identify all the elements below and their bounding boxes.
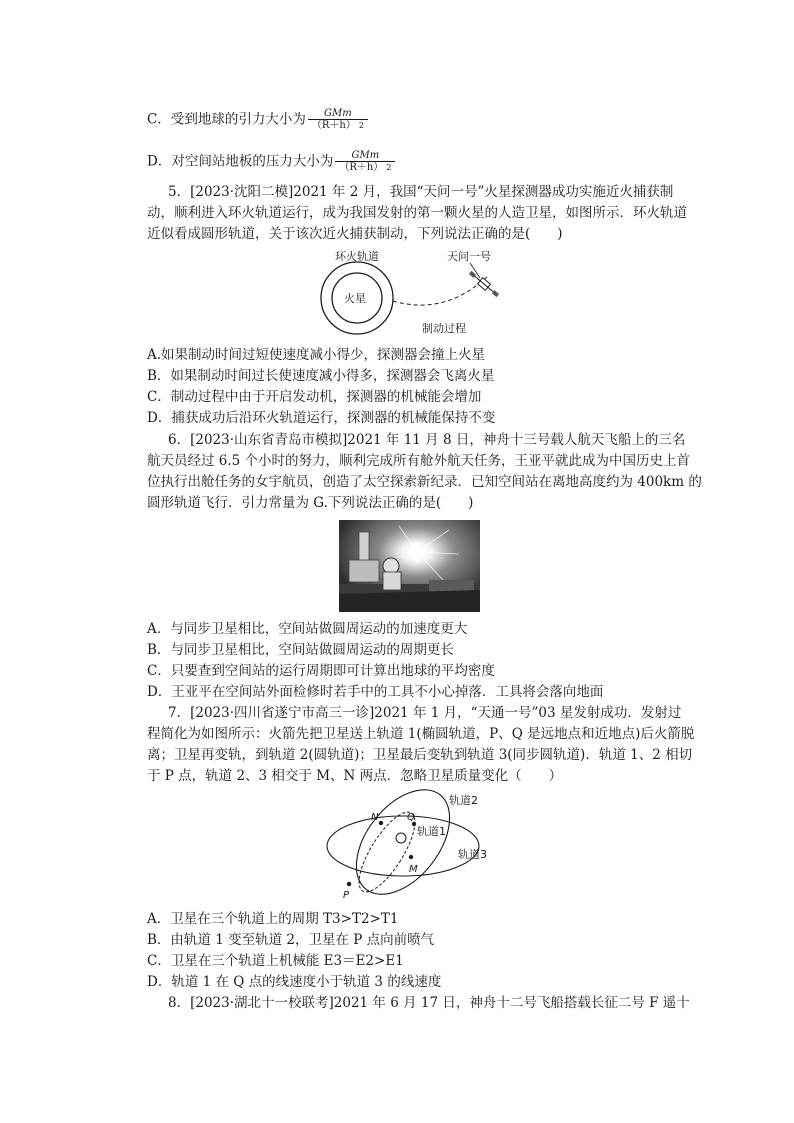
mars-label: 火星 xyxy=(344,292,366,305)
spacewalk-photo xyxy=(339,520,480,612)
q4-option-d-fraction xyxy=(335,150,395,174)
q4-option-c xyxy=(147,108,368,132)
q4-option-c-fraction xyxy=(308,108,368,132)
point-n-label: N xyxy=(371,812,379,823)
point-m-dot xyxy=(409,855,413,859)
q6-option-d: D．王亚平在空间站外面检修时若手中的工具不小心掉落．工具将会落向地面 xyxy=(147,684,604,700)
fraction-numerator: GMm xyxy=(324,108,352,119)
probe-icon xyxy=(468,269,501,298)
fraction-denominator xyxy=(335,161,395,174)
exponent: 2 xyxy=(358,121,364,130)
braking-trajectory xyxy=(393,276,488,305)
q6-stem-line-2: 航天员经过 6.5 个小时的努力，顺利完成所有舱外航天任务，王亚平就此成为中国历史上首 xyxy=(147,453,691,469)
q8-stem-line-1: 8．[2023·湖北十一校联考]2021 年 6 月 17 日，神舟十二号飞船搭载长征二号 F 遥十 xyxy=(168,995,690,1011)
denominator-text: （R＋h） xyxy=(311,120,356,131)
braking-label: 制动过程 xyxy=(422,322,466,335)
q6-stem-line-4: 圆形轨道飞行．引力常量为 G.下列说法正确的是( ) xyxy=(147,495,474,511)
q5-stem-line-1: 5．[2023·沈阳二模]2021 年 2 月，我国“天问一号”火星探测器成功实施近火捕获制 xyxy=(168,184,674,200)
orbit-label: 环火轨道 xyxy=(335,250,379,263)
q7-option-d: D．轨道 1 在 Q 点的线速度小于轨道 3 的线速度 xyxy=(147,974,442,990)
q5-option-d: D．捕获成功后沿环火轨道运行，探测器的机械能保持不变 xyxy=(147,410,496,426)
q5-stem-line-2: 动，顺利进入环火轨道运行，成为我国发射的第一颗火星的人造卫星，如图所示．环火轨道 xyxy=(147,205,687,221)
denominator-text: （R＋h） xyxy=(339,162,384,173)
q5-option-c: C．制动过程中由于开启发动机，探测器的机械能会增加 xyxy=(147,389,482,405)
fraction-numerator: GMm xyxy=(351,150,380,161)
q5-option-a: A.如果制动时间过短使速度减小得少，探测器会撞上火星 xyxy=(147,347,486,363)
q7-stem-line-2: 程简化为如图所示：火箭先把卫星送上轨道 1(椭圆轨道，P、Q 是远地点和近地点)后火箭脱 xyxy=(147,726,695,742)
point-p-dot xyxy=(347,882,351,886)
q5-stem-line-3: 近似看成圆形轨道，关于该次近火捕获制动，下列说法正确的是( ) xyxy=(147,226,563,242)
exponent: 2 xyxy=(386,163,392,172)
q4-option-d xyxy=(147,150,395,174)
orbit-3-ellipse xyxy=(327,816,479,876)
q6-option-c: C．只要查到空间站的运行周期即可计算出地球的平均密度 xyxy=(147,663,495,679)
q6-stem-line-3: 位执行出舱任务的女宇航员，创造了太空探索新纪录．已知空间站在离地高度约为 400km 的 xyxy=(147,474,702,490)
q6-stem-line-1: 6．[2023·山东省青岛市模拟]2021 年 11 月 8 日，神舟十三号载人航天飞船上的三名 xyxy=(168,432,686,448)
q7-option-b: B．由轨道 1 变至轨道 2，卫星在 P 点向前喷气 xyxy=(147,932,435,948)
q7-stem-line-3: 离；卫星再变轨，到轨道 2(圆轨道)；卫星最后变轨到轨道 3(同步圆轨道)．轨道 1、2 相切 xyxy=(147,747,693,763)
q7-option-a: A．卫星在三个轨道上的周期 T3>T2>T1 xyxy=(147,911,399,927)
q4-option-c-text: C．受到地球的引力大小为 xyxy=(147,111,306,128)
point-q-label: Q xyxy=(407,812,415,823)
fraction-denominator xyxy=(308,119,368,132)
q7-option-c: C．卫星在三个轨道上机械能 E3＝E2>E1 xyxy=(147,953,404,969)
point-p-label: P xyxy=(343,890,350,901)
orbit-1-label: 轨道1 xyxy=(417,825,446,838)
q6-option-b: B．与同步卫星相比，空间站做圆周运动的周期更长 xyxy=(147,642,454,658)
orbit-3-label: 轨道3 xyxy=(458,848,487,861)
q5-option-b: B．如果制动时间过长使速度减小得多，探测器会飞离火星 xyxy=(147,368,495,384)
probe-label: 天问一号 xyxy=(447,250,491,263)
q4-option-d-text: D．对空间站地板的压力大小为 xyxy=(147,153,334,170)
q6-option-a: A．与同步卫星相比，空间站做圆周运动的加速度更大 xyxy=(147,621,468,637)
point-n-dot xyxy=(379,821,383,825)
q7-stem-line-1: 7．[2023·四川省遂宁市高三一诊]2021 年 1 月，“天通一号”03 星发射成功．发射过 xyxy=(168,705,682,721)
orbit-2-label: 轨道2 xyxy=(449,794,478,807)
q7-stem-line-4: 于 P 点，轨道 2、3 相交于 M、N 两点．忽略卫星质量变化（ ） xyxy=(147,768,563,784)
q7-orbit-figure xyxy=(325,786,505,904)
point-m-label: M xyxy=(409,864,418,875)
earth-circle xyxy=(396,833,406,843)
q5-mars-orbit-figure xyxy=(310,246,510,338)
